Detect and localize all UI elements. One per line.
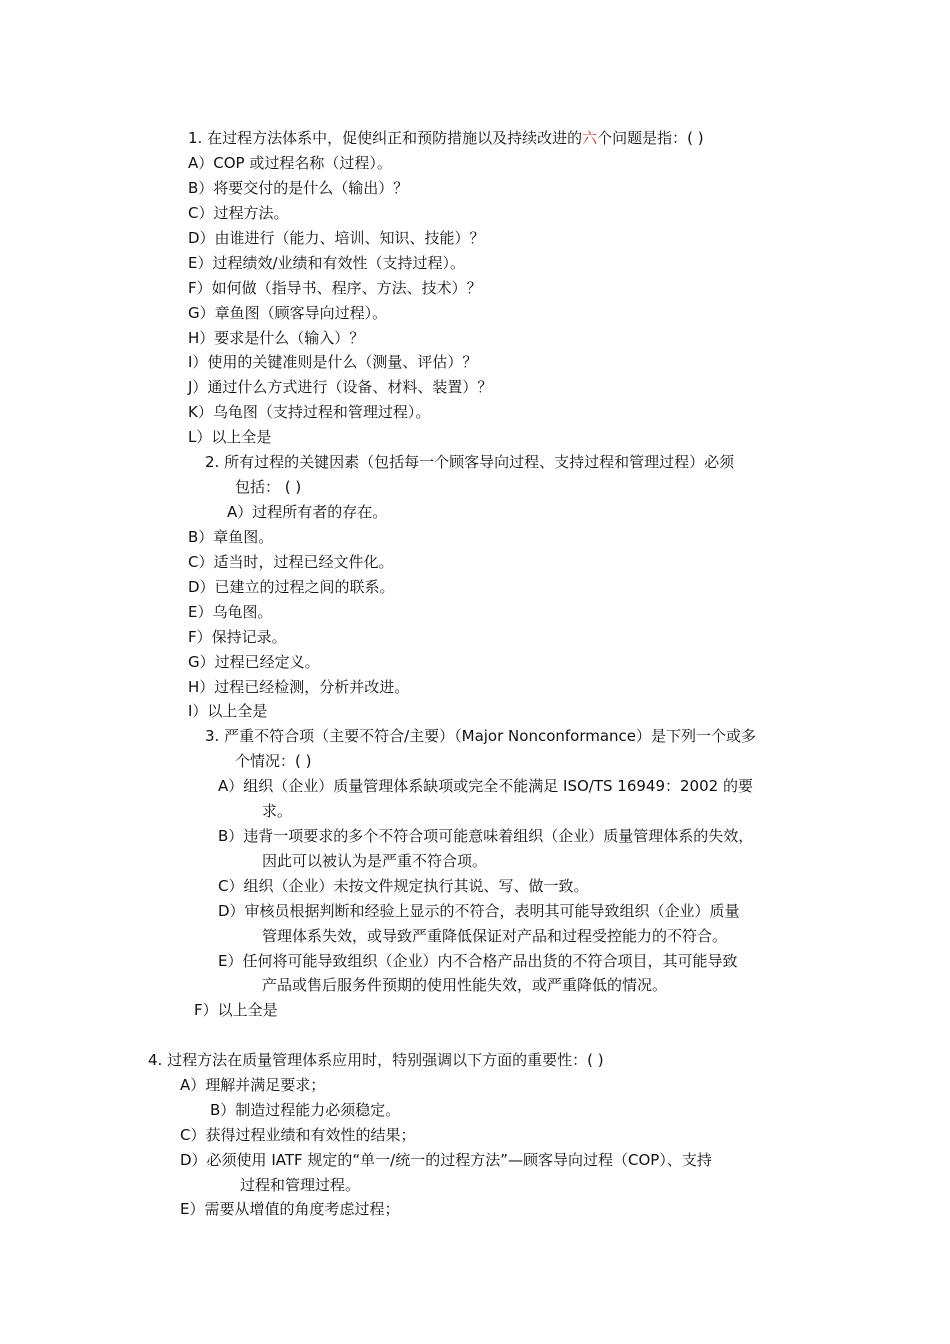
- q2-option-a: A）过程所有者的存在。: [227, 503, 388, 521]
- q1-option-i: I）使用的关键准则是什么（测量、评估）？: [188, 353, 478, 371]
- q2-option-c: C）适当时，过程已经文件化。: [188, 553, 394, 571]
- q4-option-a: A）理解并满足要求；: [180, 1076, 326, 1094]
- q3-option-c: C）组织（企业）未按文件规定执行其说、写、做一致。: [218, 877, 589, 895]
- q4-option-b: B）制造过程能力必须稳定。: [210, 1101, 401, 1119]
- q4-option-d-line-1: D）必须使用 IATF 规定的“单一/统一的过程方法”—顾客导向过程（COP）、支持: [180, 1151, 712, 1169]
- q3-option-d-line-2: 管理体系失效，或导致严重降低保证对产品和过程受控能力的不符合。: [262, 927, 728, 945]
- q3-option-a-line-2: 求。: [262, 802, 293, 820]
- question-1-stem-part-a: 1. 在过程方法体系中，促使纠正和预防措施以及持续改进的: [188, 129, 583, 147]
- q2-option-d: D）已建立的过程之间的联系。: [188, 578, 395, 596]
- q2-option-f: F）保持记录。: [188, 628, 287, 646]
- q1-option-f: F）如何做（指导书、程序、方法、技术）？: [188, 279, 482, 297]
- q2-option-b: B）章鱼图。: [188, 528, 274, 546]
- q3-option-b-line-1: B）违背一项要求的多个不符合项可能意味着组织（企业）质量管理体系的失效，: [218, 827, 754, 845]
- question-1-stem-part-b: 个问题是指：( ): [597, 129, 704, 147]
- q3-option-b-line-2: 因此可以被认为是严重不符合项。: [262, 852, 488, 870]
- q4-option-e: E）需要从增值的角度考虑过程；: [180, 1200, 400, 1218]
- q3-option-a-line-1: A）组织（企业）质量管理体系缺项或完全不能满足 ISO/TS 16949：2002 的要: [218, 777, 753, 795]
- q4-option-d-line-2: 过程和管理过程。: [240, 1176, 361, 1194]
- q1-option-a: A）COP 或过程名称（过程）。: [188, 154, 392, 172]
- q1-option-l: L）以上全是: [188, 428, 272, 446]
- question-2-stem-line-1: 2. 所有过程的关键因素（包括每一个顾客导向过程、支持过程和管理过程）必须: [205, 453, 735, 471]
- q3-option-d-line-1: D）审核员根据判断和经验上显示的不符合，表明其可能导致组织（企业）质量: [218, 902, 740, 920]
- q1-option-k: K）乌龟图（支持过程和管理过程）。: [188, 403, 431, 421]
- q3-option-e-line-2: 产品或售后服务件预期的使用性能失效，或严重降低的情况。: [262, 976, 668, 994]
- question-2-stem-line-2: 包括： ( ): [235, 478, 302, 496]
- q2-option-h: H）过程已经检测，分析并改进。: [188, 678, 410, 696]
- q1-option-d: D）由谁进行（能力、培训、知识、技能）？: [188, 229, 485, 247]
- question-1-stem: [188, 128, 704, 148]
- q3-option-e-line-1: E）任何将可能导致组织（企业）内不合格产品出货的不符合项目，其可能导致: [218, 952, 738, 970]
- q1-option-h: H）要求是什么（输入）？: [188, 329, 365, 347]
- q1-option-e: E）过程绩效/业绩和有效性（支持过程）。: [188, 254, 466, 272]
- q1-option-j: J）通过什么方式进行（设备、材料、装置）？: [188, 378, 493, 396]
- question-3-stem-line-1: 3. 严重不符合项（主要不符合/主要）（Major Nonconformance）是下列一个或多: [205, 727, 757, 745]
- q4-option-c: C）获得过程业绩和有效性的结果；: [180, 1126, 416, 1144]
- q2-option-g: G）过程已经定义。: [188, 653, 320, 671]
- q1-option-g: G）章鱼图（顾客导向过程）。: [188, 304, 388, 322]
- q2-option-i: I）以上全是: [188, 702, 268, 720]
- question-3-stem-line-2: 个情况：( ): [235, 752, 312, 770]
- q1-option-b: B）将要交付的是什么（输出）？: [188, 179, 409, 197]
- q2-option-e: E）乌龟图。: [188, 603, 273, 621]
- q1-option-c: C）过程方法。: [188, 204, 289, 222]
- q3-option-f: F）以上全是: [194, 1001, 278, 1019]
- question-1-highlight: 六: [582, 129, 598, 147]
- question-4-stem: 4. 过程方法在质量管理体系应用时，特别强调以下方面的重要性：( ): [148, 1051, 604, 1069]
